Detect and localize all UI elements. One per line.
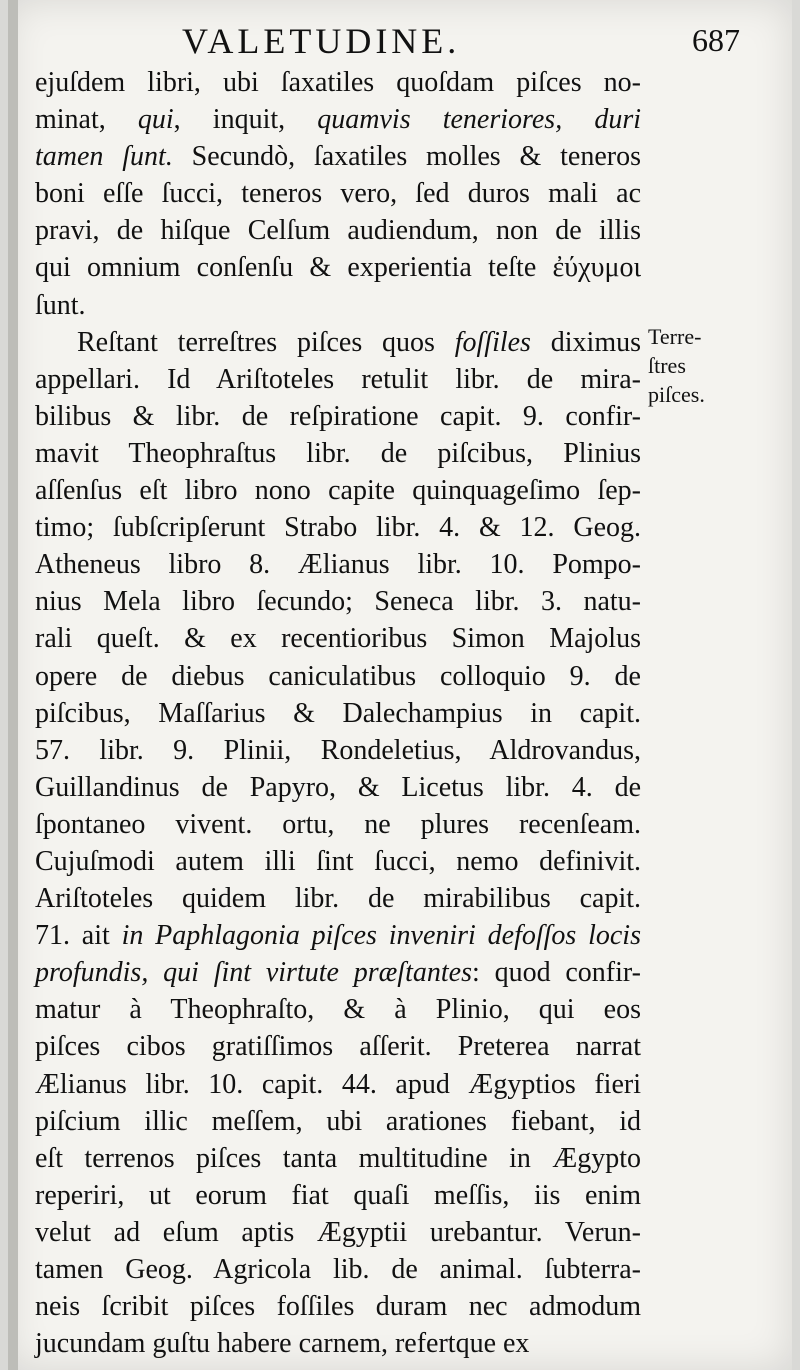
text-line [35, 324, 641, 361]
text-span: piſces cibos gratiſſimos aſſerit. Preterea narrat [35, 1031, 641, 1063]
italic-text: quamvis teneriores, duri [317, 104, 642, 136]
running-title: VALETUDINE. [182, 21, 461, 61]
text-span: eſt terrenos piſces tanta multitudine in Ægypto [35, 1142, 641, 1174]
text-span: velut ad eſum aptis Ægyptii urebantur. Verun- [35, 1216, 641, 1248]
text-span: opere de diebus caniculatibus colloquio 9. de [35, 660, 641, 692]
text-line [35, 1066, 641, 1103]
italic-text: tamen ſunt. [35, 141, 173, 173]
text-span: nius Mela libro ſecundo; Seneca libr. 3. natu- [35, 586, 641, 618]
text-line [35, 1288, 641, 1325]
text-line [35, 695, 641, 732]
text-span: ſunt. [35, 289, 86, 321]
text-span: Cujuſmodi autem illi ſint ſucci, nemo definivit. [35, 845, 641, 877]
text-line [35, 583, 641, 620]
text-line [35, 658, 641, 695]
text-line [35, 175, 641, 212]
page-edge-shadow [8, 0, 18, 1370]
text-line [35, 1325, 641, 1362]
text-span: reperiri, ut eorum fiat quaſi meſſis, iis enim [35, 1179, 641, 1211]
text-span: ejuſdem libri, ubi ſaxatiles quoſdam piſces no- [35, 67, 641, 98]
book-page [8, 0, 792, 1370]
text-line [35, 769, 641, 806]
text-span: aſſenſus eſt libro nono capite quinquageſimo ſep- [35, 475, 641, 507]
text-span: diximus [530, 326, 641, 358]
text-line [35, 954, 641, 991]
text-span: pravi, de hiſque Celſum audiendum, non de illis [35, 215, 641, 247]
text-span: Ælianus libr. 10. capit. 44. apud Ægyptios fieri [35, 1068, 641, 1100]
text-line [35, 732, 641, 769]
text-span: minat, [35, 104, 138, 136]
margin-note-terrestres-pisces [648, 322, 768, 409]
text-span: piſcibus, Maſſarius & Dalechampius in capit. [35, 697, 641, 729]
text-span: timo; ſubſcripſerunt Strabo libr. 4. & 12. Geog. [35, 512, 641, 544]
text-span: boni eſſe ſucci, teneros vero, ſed duros mali ac [35, 178, 641, 210]
text-span: appellari. Id Ariſtoteles retulit libr. de mira- [35, 363, 641, 395]
text-line [35, 138, 641, 175]
text-line [35, 101, 641, 138]
text-span: matur à Theophraſto, & à Plinio, qui eos [35, 994, 641, 1026]
text-span: Guillandinus de Papyro, & Licetus libr. 4. de [35, 771, 641, 803]
text-span: piſcium illic meſſem, ubi arationes fiebant, id [35, 1105, 641, 1137]
text-span: tamen Geog. Agricola lib. de animal. ſubterra- [35, 1254, 641, 1285]
text-span: Secundò, ſaxatiles molles & teneros [172, 141, 641, 173]
text-line [35, 287, 641, 324]
text-line [35, 435, 641, 472]
text-line [35, 1140, 641, 1177]
text-line [35, 917, 641, 954]
text-span: Ariſtoteles quidem libr. de mirabilibus capit. [35, 883, 641, 915]
margin-note-line: piſces. [648, 382, 705, 407]
text-line [35, 806, 641, 843]
text-span: jucundam guſtu habere carnem, refertque ex [35, 1328, 530, 1360]
text-line [35, 991, 641, 1028]
italic-text: profundis, qui ſint virtute præſtantes [35, 957, 472, 989]
text-line [35, 620, 641, 657]
text-span: 71. ait [35, 920, 122, 952]
text-line [35, 1251, 641, 1288]
text-line [35, 843, 641, 880]
margin-note-line: ſtres [648, 353, 686, 378]
text-span: 57. libr. 9. Plinii, Rondeletius, Aldrovandus, [35, 734, 641, 766]
text-span: ſpontaneo vivent. ortu, ne plures recenſeam. [35, 808, 641, 840]
text-span: Atheneus libro 8. Ælianus libr. 10. Pompo- [35, 549, 641, 581]
text-line [35, 1214, 641, 1251]
text-span: qui omnium conſenſu & experientia teſte ἐύχυμοι [35, 252, 641, 284]
running-head [182, 20, 752, 60]
text-span: Reſtant terreſtres piſces quos [77, 326, 455, 358]
text-line [35, 398, 641, 435]
text-line [35, 361, 641, 398]
text-span: , inquit, [173, 104, 318, 136]
italic-text: in Paphlagonia piſces inveniri defoſſos locis [121, 920, 641, 952]
text-span: mavit Theophraſtus libr. de piſcibus, Plinius [35, 437, 641, 469]
text-line [35, 64, 641, 101]
text-line [35, 1103, 641, 1140]
italic-text: qui [137, 104, 174, 136]
text-line [35, 509, 641, 546]
text-span: neis ſcribit piſces foſſiles duram nec admodum [35, 1291, 641, 1323]
text-span: rali queſt. & ex recentioribus Simon Majolus [35, 623, 641, 655]
page-number: 687 [692, 22, 740, 58]
text-line [35, 546, 641, 583]
text-span: bilibus & libr. de reſpiratione capit. 9. confir- [35, 400, 641, 432]
body-text [35, 64, 641, 1362]
text-line [35, 249, 641, 286]
text-line [35, 472, 641, 509]
margin-note-line: Terre- [648, 324, 702, 349]
text-line [35, 880, 641, 917]
italic-text: foſſiles [454, 326, 531, 358]
text-line [35, 1028, 641, 1065]
text-span: : quod confir- [471, 957, 641, 989]
text-line [35, 212, 641, 249]
text-line [35, 1177, 641, 1214]
